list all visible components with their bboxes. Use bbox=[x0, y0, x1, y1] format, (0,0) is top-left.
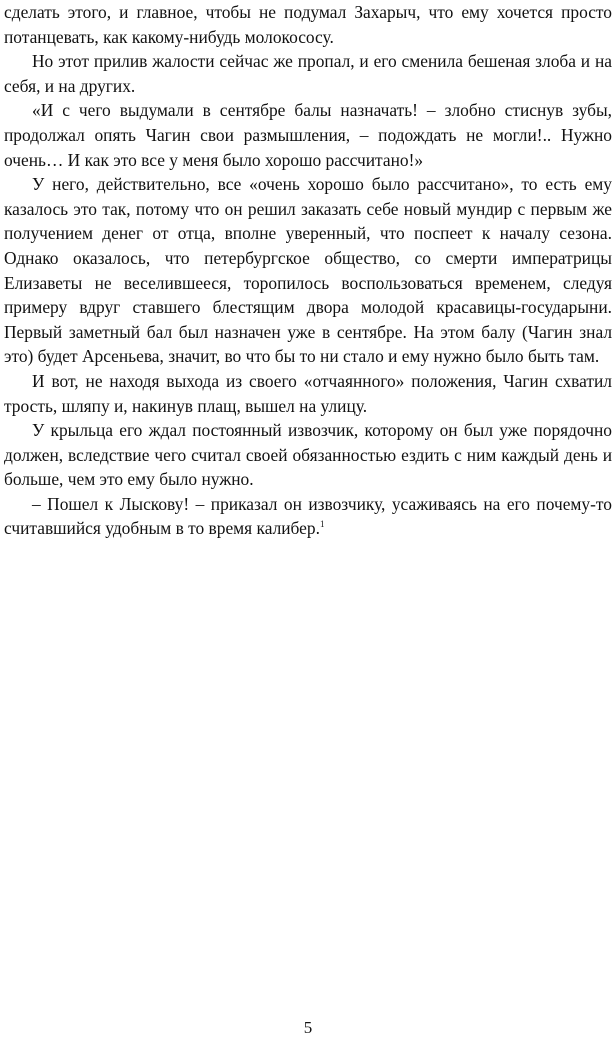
page-number: 5 bbox=[303, 1018, 313, 1037]
document-page bbox=[4, 0, 612, 1048]
paragraph-7-text: – Пошел к Лыскову! – приказал он извозчику, усаживаясь на его почему-то считавшийся удобным в то время калибер. bbox=[4, 493, 612, 539]
footnote-mark: 1 bbox=[319, 519, 325, 530]
paragraph-7 bbox=[4, 492, 612, 541]
paragraph-2: Но этот прилив жалости сейчас же пропал, и его сменила бешеная злоба и на себя, и на других. bbox=[4, 51, 612, 96]
body-text bbox=[4, 0, 612, 541]
paragraph-5: И вот, не находя выхода из своего «отчаянного» положения, Чагин схватил трость, шляпу и, накинув плащ, вышел на улицу. bbox=[4, 370, 612, 416]
paragraph-3: «И с чего выдумали в сентябре балы назначать! – злобно стиснув зубы, продолжал опять Чагин свои размышления, – подождать не могли!.. Нужно очень… И как это все у меня было хорошо рассчитано!» bbox=[4, 100, 612, 170]
paragraph-6: У крыльца его ждал постоянный извозчик, которому он был уже порядочно должен, вследствие чего считал своей обязанностью ездить с ним каждый день и больше, чем это ему было нужно. bbox=[4, 420, 612, 490]
paragraph-4: У него, действительно, все «очень хорошо было рассчитано», то есть ему казалось это так, потому что он решил заказать себе новый мундир с первым же получением денег от отца, вполне уверенный, что поспеет к началу сезона. Однако оказалось, что петербургское общество, со смерти императрицы Елизаветы не веселившееся, торопилось воспользоваться временем, следуя примеру вдруг ставшего блестящим двора молодой красавицы-государыни. Первый заметный бал был назначен уже в сентябре. На этом балу (Чагин знал это) будет Арсеньева, значит, во что бы то ни стало и ему нужно было быть там. bbox=[4, 174, 612, 367]
paragraph-1: сделать этого, и главное, чтобы не подумал Захарыч, что ему хочется просто потанцевать, как какому-нибудь молокососу. bbox=[4, 2, 612, 47]
